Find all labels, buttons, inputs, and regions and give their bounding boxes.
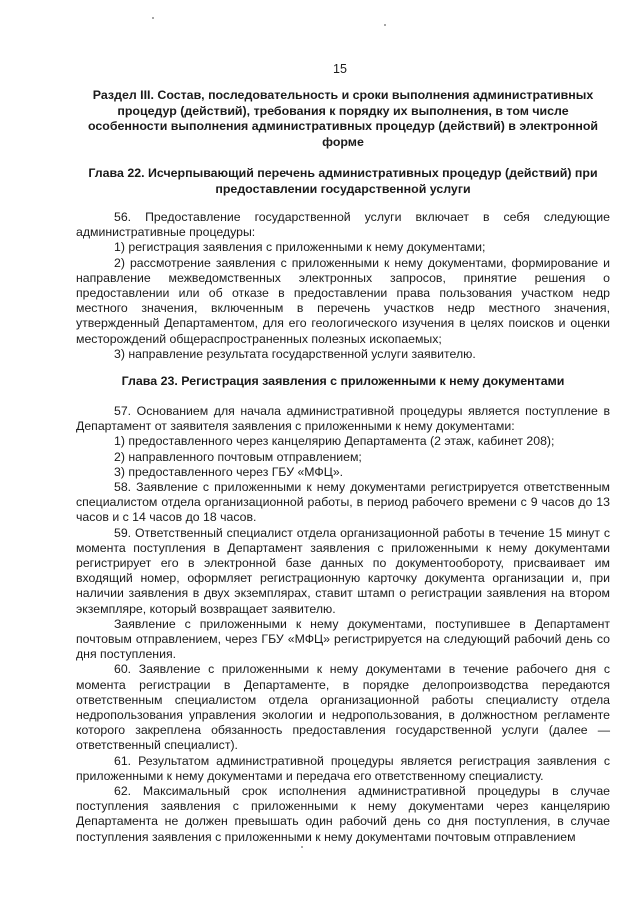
paragraph: 60. Заявление с приложенными к нему документами в течение рабочего дня с момента регистрации в Департаменте, в порядке делопроизводства передаются ответственным специалистом отдела организационной работы специалисту отдела недропользования управления экологии и недропользования, в должностном регламенте которого закреплена обязанность предоставления государственной услуги (далее — ответственный специалист). bbox=[76, 662, 610, 753]
scan-speck bbox=[152, 17, 154, 19]
paragraph: 57. Основанием для начала административной процедуры является поступление в Департамент от заявителя заявления с приложенными к нему документами: bbox=[76, 404, 610, 434]
section-title: Раздел III. Состав, последовательность и сроки выполнения административных процедур (действий), требования к порядку их выполнения, в том числе особенности выполнения административных процедур (действий) в электронной форме bbox=[87, 88, 599, 149]
paragraph: 2) направленного почтовым отправлением; bbox=[114, 449, 362, 464]
paragraph: 3) предоставленного через ГБУ «МФЦ». bbox=[114, 464, 344, 479]
chapter-23-title: Глава 23. Регистрация заявления с приложенными к нему документами bbox=[121, 374, 565, 388]
chapter-22-title: Глава 22. Исчерпывающий перечень административных процедур (действий) при предоставлении государственной услуги bbox=[88, 166, 598, 196]
paragraph: 62. Максимальный срок исполнения административной процедуры в случае поступления заявления с приложенными к нему документами через канцелярию Департамента не должен превышать один рабочий день со дня поступления, в случае поступления заявления с приложенными к нему документами почтовым отправлением bbox=[76, 784, 610, 844]
paragraph: 59. Ответственный специалист отдела организационной работы в течение 15 минут с момента поступления в Департамент заявления с приложенными к нему документами регистрирует его в электронной базе данных по документообороту, присваивает им входящий номер, оформляет регистрационную карточку документа организации и, при наличии заявления в двух экземплярах, ставит штамп о регистрации заявления на втором экземпляре, который возвращает заявителю. bbox=[76, 525, 610, 616]
paragraph: 3) направление результата государственной услуги заявителю. bbox=[114, 346, 476, 361]
paragraph: Заявление с приложенными к нему документами, поступившее в Департамент почтовым отправлением, через ГБУ «МФЦ» регистрируется на следующий рабочий день со дня поступления. bbox=[76, 616, 610, 662]
paragraph: 56. Предоставление государственной услуги включает в себя следующие административные процедуры: bbox=[76, 210, 610, 240]
chapter-23-body bbox=[76, 404, 610, 845]
paragraph: 61. Результатом административной процедуры является регистрация заявления с приложенными к нему документами и передача его ответственному специалисту. bbox=[76, 753, 610, 783]
scan-speck bbox=[384, 24, 386, 26]
scan-speck bbox=[301, 846, 303, 848]
paragraph: 58. Заявление с приложенными к нему документами регистрируется ответственным специалистом отдела организационной работы, в период рабочего времени с 9 часов до 13 часов и с 14 часов до 18 часов. bbox=[76, 480, 610, 525]
paragraph: 2) рассмотрение заявления с приложенными к нему документами, формирование и направление межведомственных электронных запросов, принятие решения о предоставлении или об отказе в предоставлении права пользования участком недр местного значения, включенным в перечень участков недр местного значения, утвержденный Департаментом, для его геологического изучения в целях поисков и оценки месторождений общераспространенных полезных ископаемых; bbox=[76, 255, 610, 346]
page-number: 15 bbox=[333, 62, 347, 76]
paragraph: 1) регистрация заявления с приложенными к нему документами; bbox=[114, 240, 486, 255]
paragraph: 1) предоставленного через канцелярию Департамента (2 этаж, кабинет 208); bbox=[114, 434, 555, 449]
chapter-22-body bbox=[76, 210, 610, 362]
